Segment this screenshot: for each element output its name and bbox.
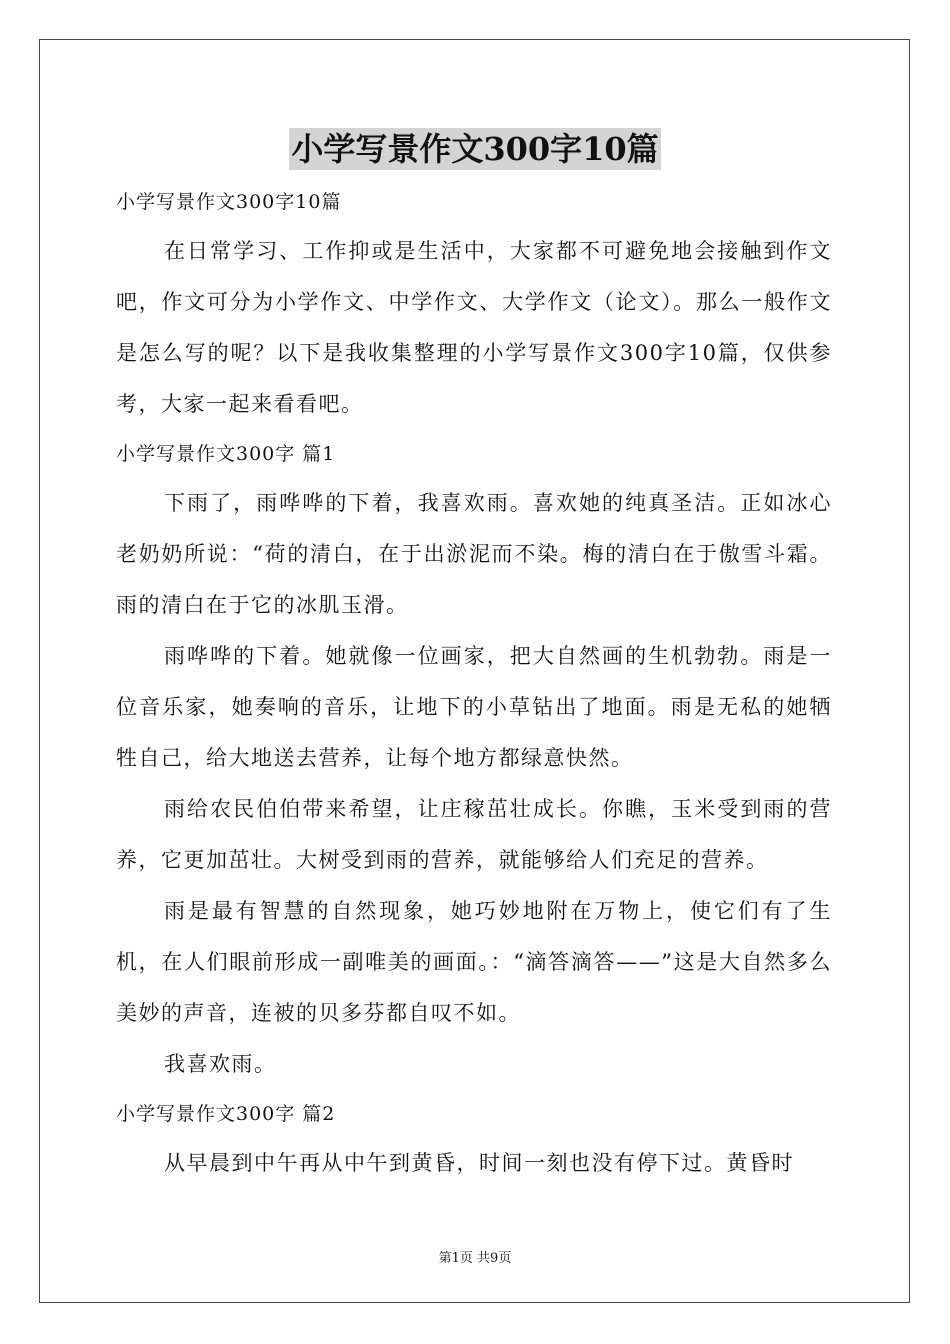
section1-paragraph: 下雨了，雨哗哗的下着，我喜欢雨。喜欢她的纯真圣洁。正如冰心老奶奶所说：“荷的清白，在于出淤泥而不染。梅的清白在于傲雪斗霜。雨的清白在于它的冰肌玉滑。 [116, 491, 832, 617]
section-heading-2: 小学写景作文300字 篇2 [116, 1103, 336, 1125]
section1-paragraph: 雨给农民伯伯带来希望，让庄稼茁壮成长。你瞧，玉米受到雨的营养，它更加茁壮。大树受到雨的营养，就能够给人们充足的营养。 [116, 797, 832, 872]
document-subtitle: 小学写景作文300字10篇 [116, 191, 342, 213]
title-container [0, 128, 950, 170]
section1-paragraph: 雨哗哗的下着。她就像一位画家，把大自然画的生机勃勃。雨是一位音乐家，她奏响的音乐，让地下的小草钻出了地面。雨是无私的她牺牲自己，给大地送去营养，让每个地方都绿意快然。 [116, 644, 832, 770]
document-body [116, 178, 832, 1189]
intro-paragraph: 在日常学习、工作抑或是生活中，大家都不可避免地会接触到作文吧，作文可分为小学作文、中学作文、大学作文（论文）。那么一般作文是怎么写的呢？以下是我收集整理的小学写景作文300字10篇，仅供参考，大家一起来看看吧。 [116, 239, 832, 416]
page-footer: 第1页 共9页 [438, 1251, 512, 1266]
section-heading-1: 小学写景作文300字 篇1 [116, 443, 336, 465]
section2-paragraph: 从早晨到中午再从中午到黄昏，时间一刻也没有停下过。黄昏时 [164, 1151, 794, 1175]
section1-paragraph: 雨是最有智慧的自然现象，她巧妙地附在万物上，使它们有了生机，在人们眼前形成一副唯美的画面。：“滴答滴答——”这是大自然多么美妙的声音，连被的贝多芬都自叹不如。 [116, 899, 832, 1025]
document-title: 小学写景作文300字10篇 [291, 130, 659, 168]
section1-paragraph: 我喜欢雨。 [164, 1052, 277, 1076]
